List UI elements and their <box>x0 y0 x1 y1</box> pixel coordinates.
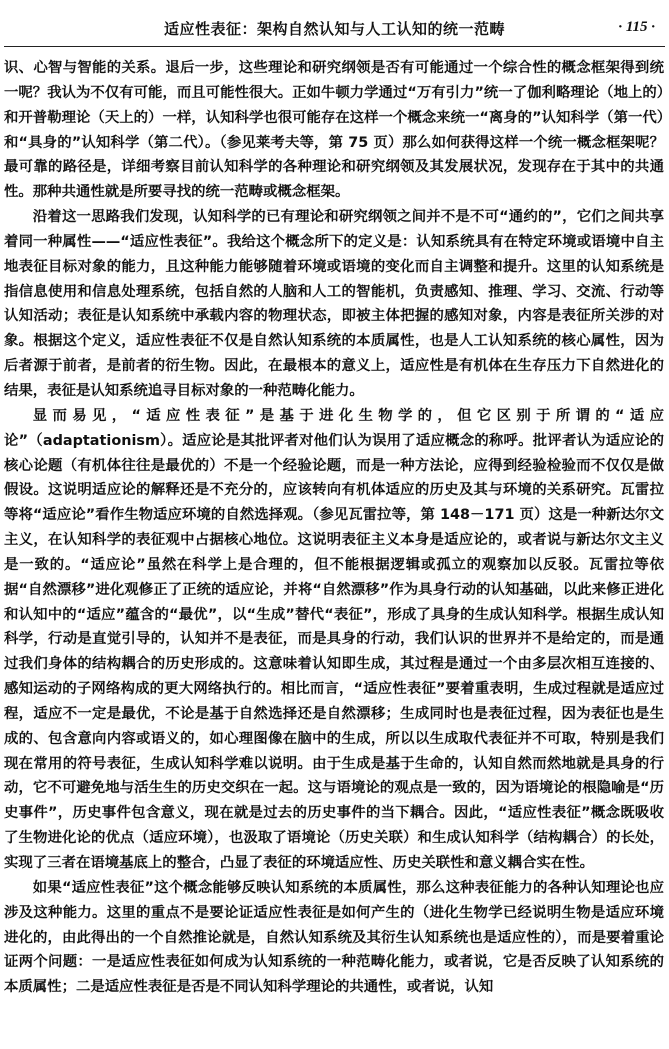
body-text <box>4 56 664 1046</box>
running-header <box>0 0 669 48</box>
header-rule <box>4 46 665 47</box>
running-header-title: 适应性表征：架构自然认知与人工认知的统一范畴 <box>163 20 505 38</box>
page-number: · 115 · <box>618 19 655 35</box>
paragraph: 如果“适应性表征”这个概念能够反映认知系统的本质属性，那么这种表征能力的各种认知理论也应涉及这种能力。这里的重点不是要论证适应性表征是如何产生的（进化生物学已经说明生物是适应环境进化的，由此得出的一个自然推论就是，自然认知系统及其衍生认知系统也是适应性的），而是要着重论证两个问题：一是适应性表征如何成为认知系统的一种范畴化能力，或者说，它是否反映了认知系统的本质属性；二是适应性表征是否是不同认知科学理论的共通性，或者说，认知 <box>4 879 664 996</box>
paragraph-continued: 识、心智与智能的关系。退后一步，这些理论和研究纲领是否有可能通过一个综合性的概念框架得到统一呢？我认为不仅有可能，而且可能性很大。正如牛顿力学通过“万有引力”统一了伽利略理论（地上的）和开普勒理论（天上的）一样，认知科学也很可能存在这样一个概念来统一“离身的”认知科学（第一代）和“具身的”认知科学（第二代）。（参见莱考夫等，第 75 页）那么如何获得这样一个统一概念框架呢？最可靠的路径是，详细考察目前认知科学的各种理论和研究纲领及其发展状况，发现存在于其中的共通性。那种共通性就是所要寻找的统一范畴或概念框架。 <box>4 60 664 201</box>
paragraph: 沿着这一思路我们发现，认知科学的已有理论和研究纲领之间并不是不可“通约的”，它们之间共享着同一种属性——“适应性表征”。我给这个概念所下的定义是：认知系统具有在特定环境或语境中自主地表征目标对象的能力，且这种能力能够随着环境或语境的变化而自主调整和提升。这里的认知系统是指信息使用和信息处理系统，包括自然的人脑和人工的智能机，负责感知、推理、学习、交流、行动等认知活动；表征是认知系统中承载内容的物理状态，即被主体把握的感知对象，内容是表征所关涉的对象。根据这个定义，适应性表征不仅是自然认知系统的本质属性，也是人工认知系统的核心属性，因为后者源于前者，是前者的衍生物。因此，在最根本的意义上，适应性是有机体在生存压力下自然进化的结果，表征是认知系统追寻目标对象的一种范畴化能力。 <box>4 209 664 399</box>
paragraph: 显而易见，“适应性表征”是基于进化生物学的，但它区别于所谓的“适应论”（adaptationism）。适应论是其批评者对他们认为误用了适应概念的称呼。批评者认为适应论的核心论题（有机体往往是最优的）不是一个经验论题，而是一种方法论，应得到经验检验而不仅仅是做假设。这说明适应论的解释还是不充分的，应该转向有机体适应的历史及其与环境的关系研究。瓦雷拉等将“适应论”看作生物适应环境的自然选择观。（参见瓦雷拉等，第 148－171 页）这是一种新达尔文主义，在认知科学的表征观中占据核心地位。这说明表征主义本身是适应论的，或者说与新达尔文主义是一致的。“适应论”虽然在科学上是合理的，但不能根据逻辑或孤立的观察加以反驳。瓦雷拉等依据“自然漂移”进化观修正了正统的适应论，并将“自然漂移”作为具身行动的认知基础，以此来修正进化和认知中的“适应”蕴含的“最优”，以“生成”替代“表征”，形成了具身的生成认知科学。根据生成认知科学，行动是直觉引导的，认知并不是表征，而是具身的行动，我们认识的世界并不是给定的，而是通过我们身体的结构耦合的历史形成的。这意味着认知即生成，其过程是通过一个由多层次相互连接的、感知运动的子网络构成的更大网络执行的。相比而言，“适应性表征”要着重表明，生成过程就是适应过程，适应不一定是最优，不论是基于自然选择还是自然漂移；生成同时也是表征过程，因为表征也是生成的、包含意向内容或语义的，如心理图像在脑中的生成，所以以生成取代表征并不可取，特别是我们现在常用的符号表征，生成认知科学难以说明。由于生成是基于生命的，认知自然而然地就是具身的行动，它不可避免地与活生生的历史交织在一起。这与语境论的观点是一致的，因为语境论的根隐喻是“历史事件”，历史事件包含意义，现在就是过去的历史事件的当下耦合。因此，“适应性表征”概念既吸收了生物进化论的优点（适应环境），也汲取了语境论（历史关联）和生成认知科学（结构耦合）的长处，实现了三者在语境基底上的整合，凸显了表征的环境适应性、历史关联性和意义耦合实在性。 <box>4 407 664 871</box>
